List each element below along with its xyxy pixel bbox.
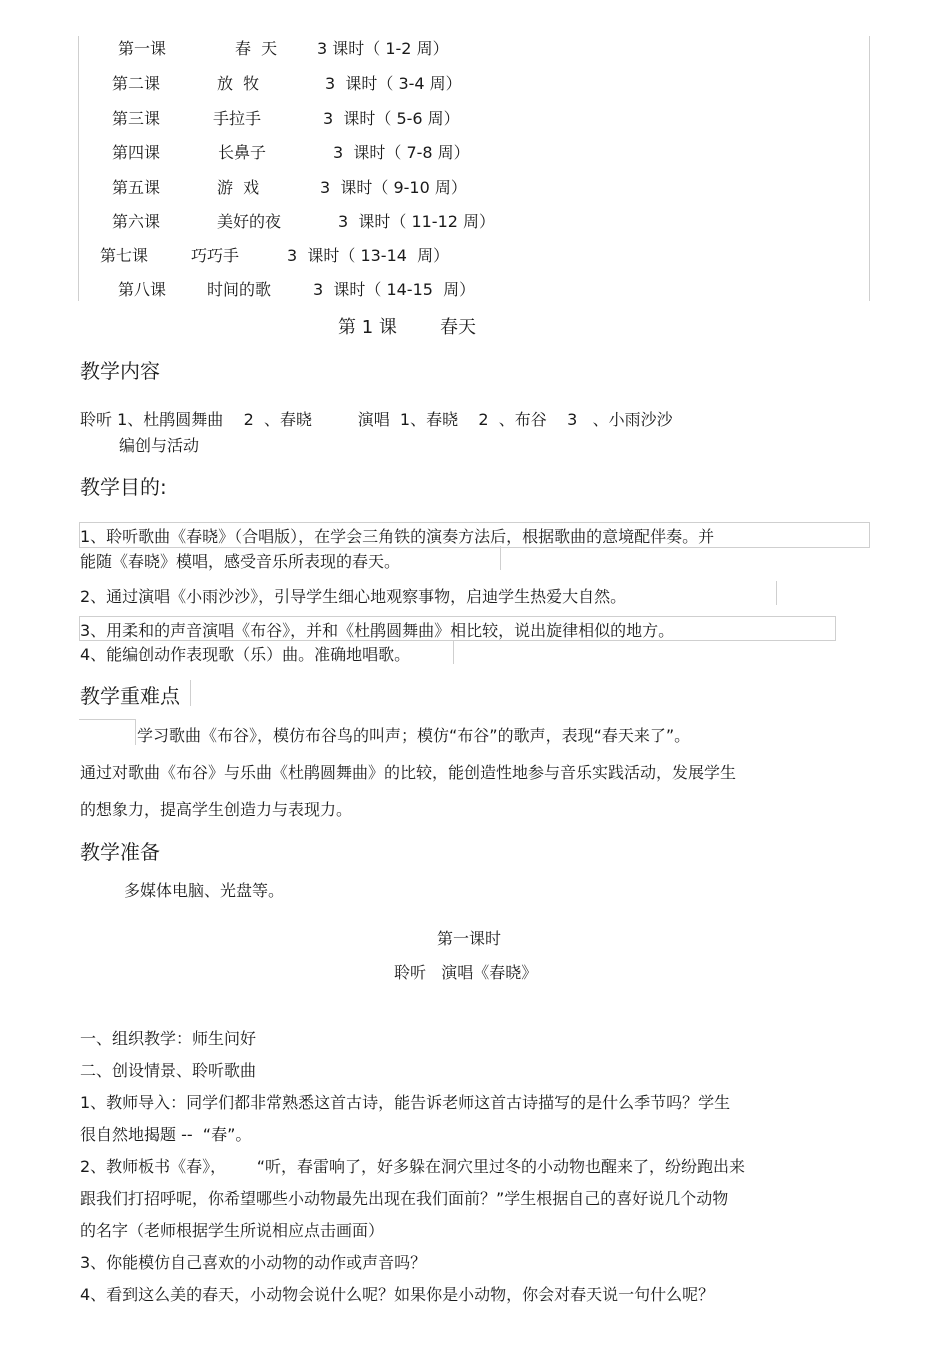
goals-heading: 教学目的: [80, 475, 167, 499]
procedure-line: 跟我们打招呼呢，你希望哪些小动物最先出现在我们面前？”学生根据自己的喜好说几个动物 [80, 1189, 729, 1208]
procedure-line: 一、组织教学：师生问好 [80, 1029, 257, 1048]
keypoints-heading: 教学重难点 [80, 684, 180, 708]
procedure-line: 1、教师导入：同学们都非常熟悉这首古诗，能告诉老师这首古诗描写的是什么季节吗？学生 [80, 1093, 731, 1112]
lesson-number: 第一课 [118, 39, 167, 58]
lesson-hours: 3 课时（ 13-14 周） [287, 246, 450, 265]
procedure-line: 很自然地揭题 -- “春”。 [80, 1125, 252, 1144]
period-subtitle: 聆听 演唱《春晓》 [394, 963, 538, 982]
keypoints-line: 的想象力，提高学生创造力与表现力。 [80, 800, 353, 819]
lesson-number: 第七课 [100, 246, 149, 265]
procedure-line: 4、看到这么美的春天，小动物会说什么呢？如果你是小动物，你会对春天说一句什么呢？ [80, 1285, 715, 1304]
lesson-name: 放 牧 [217, 74, 260, 93]
period-title: 第一课时 [437, 929, 502, 948]
table-left-border [78, 36, 79, 301]
goal-box-divider [500, 546, 501, 570]
content-line: 编创与活动 [119, 436, 200, 455]
goal-box-divider [776, 581, 777, 605]
lesson-title-number: 第 1 课 [338, 317, 397, 338]
lesson-hours: 3 课时（ 7-8 周） [333, 143, 470, 162]
procedure-line: 二、创设情景、聆听歌曲 [80, 1061, 257, 1080]
preparation-text: 多媒体电脑、光盘等。 [124, 881, 285, 900]
lesson-number: 第四课 [112, 143, 161, 162]
keypoints-heading-divider [190, 680, 191, 706]
procedure-line: 3、你能模仿自己喜欢的小动物的动作或声音吗？ [80, 1253, 427, 1272]
lesson-hours: 3 课时（ 5-6 周） [323, 109, 460, 128]
goal-item: 能随《春晓》模唱，感受音乐所表现的春天。 [80, 552, 401, 571]
lesson-number: 第六课 [112, 212, 161, 231]
keypoints-line: 通过对歌曲《布谷》与乐曲《杜鹃圆舞曲》的比较，能创造性地参与音乐实践活动，发展学生 [80, 763, 737, 782]
goal-item: 4、能编创动作表现歌（乐）曲。准确地唱歌。 [80, 645, 411, 664]
lesson-name: 长鼻子 [218, 143, 267, 162]
keypoints-box-top [79, 719, 135, 720]
goal-item: 3、用柔和的声音演唱《布谷》，并和《杜鹃圆舞曲》相比较，说出旋律相似的地方。 [80, 621, 675, 640]
content-heading: 教学内容 [80, 359, 160, 383]
keypoints-line: 学习歌曲《布谷》，模仿布谷鸟的叫声；模仿“布谷”的歌声，表现“春天来了”。 [137, 726, 691, 745]
content-line: 聆听 1、杜鹃圆舞曲 2 、春晓 演唱 1、春晓 2 、布谷 3 、小雨沙沙 [80, 410, 673, 429]
lesson-name: 春 天 [235, 39, 278, 58]
goal-item: 2、通过演唱《小雨沙沙》，引导学生细心地观察事物，启迪学生热爱大自然。 [80, 587, 627, 606]
lesson-hours: 3 课时（ 9-10 周） [320, 178, 467, 197]
lesson-name: 手拉手 [213, 109, 262, 128]
preparation-heading: 教学准备 [80, 840, 160, 864]
keypoints-box-divider [135, 719, 136, 745]
lesson-number: 第八课 [118, 280, 167, 299]
lesson-number: 第二课 [112, 74, 161, 93]
lesson-number: 第五课 [112, 178, 161, 197]
lesson-hours: 3 课时（ 14-15 周） [313, 280, 476, 299]
lesson-hours: 3 课时（ 11-12 周） [338, 212, 496, 231]
goal-item: 1、聆听歌曲《春晓》（合唱版），在学会三角铁的演奏方法后，根据歌曲的意境配伴奏。并 [80, 527, 715, 546]
lesson-hours: 3 课时（ 3-4 周） [325, 74, 462, 93]
lesson-name: 时间的歌 [207, 280, 272, 299]
lesson-name: 美好的夜 [217, 212, 282, 231]
lesson-hours: 3 课时（ 1-2 周） [317, 39, 449, 58]
goal-box-divider [453, 640, 454, 664]
table-right-border [869, 36, 870, 301]
lesson-title-name: 春天 [440, 317, 476, 338]
procedure-line: 2、教师板书《春》， “听，春雷响了，好多躲在洞穴里过冬的小动物也醒来了，纷纷跑出来 [80, 1157, 745, 1176]
procedure-line: 的名字（老师根据学生所说相应点击画面） [80, 1221, 385, 1240]
lesson-number: 第三课 [112, 109, 161, 128]
lesson-name: 游 戏 [217, 178, 260, 197]
lesson-name: 巧巧手 [191, 246, 240, 265]
